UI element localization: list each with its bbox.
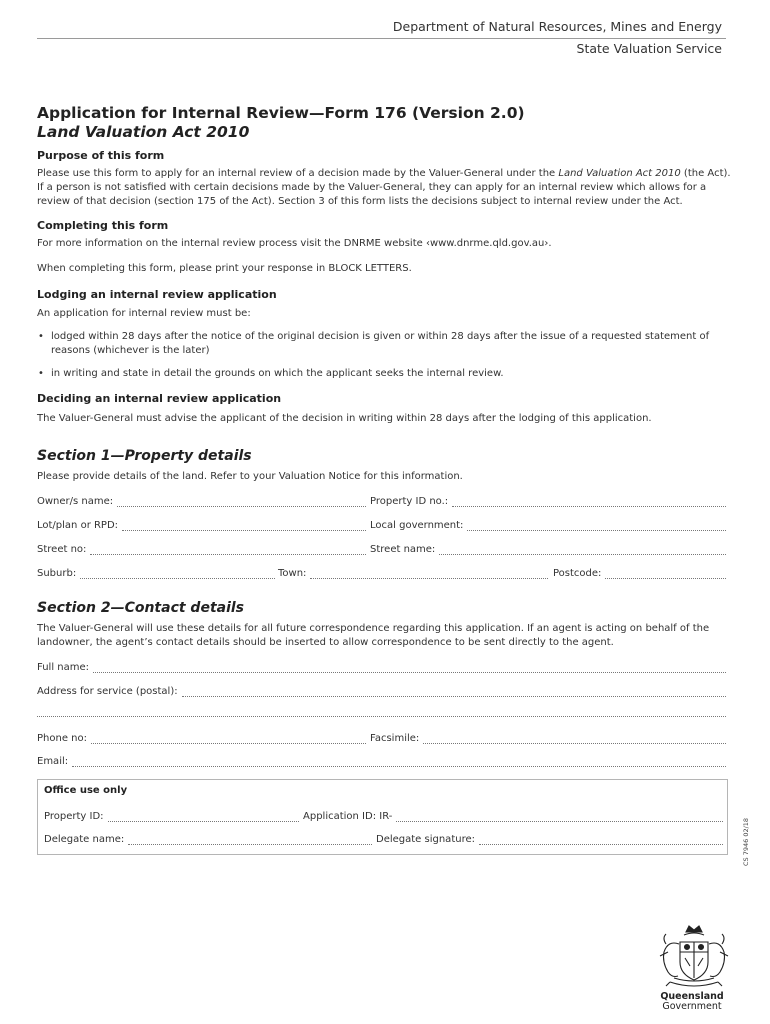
delegate-signature-label: Delegate signature: <box>376 834 475 845</box>
suburb-line[interactable] <box>80 569 275 579</box>
town-field[interactable] <box>278 565 548 579</box>
deciding-heading: Deciding an internal review application <box>37 392 282 405</box>
purpose-line3: review of that decision (section 175 of the Act). Section 3 of this form lists the decisions subject to internal review under the Act. <box>37 196 683 207</box>
office-property-id-field[interactable] <box>44 808 299 822</box>
town-line[interactable] <box>310 569 548 579</box>
section2-intro-line2: landowner, the agent’s contact details should be inserted to allow correspondence to be sent directly to the agent. <box>37 637 614 648</box>
section1-heading: Section 1—Property details <box>37 448 252 464</box>
section1-intro: Please provide details of the land. Refer to your Valuation Notice for this information. <box>37 471 463 482</box>
section2-heading: Section 2—Contact details <box>37 600 245 616</box>
delegate-name-label: Delegate name: <box>44 834 125 845</box>
lot-plan-field[interactable] <box>37 517 366 531</box>
street-no-label: Street no: <box>37 544 87 555</box>
lodging-heading: Lodging an internal review application <box>37 288 277 301</box>
office-use-heading: Office use only <box>44 785 128 796</box>
street-name-label: Street name: <box>370 544 436 555</box>
phone-label: Phone no: <box>37 733 87 744</box>
owner-name-label: Owner/s name: <box>37 496 114 507</box>
postcode-line[interactable] <box>605 569 726 579</box>
street-name-field[interactable] <box>370 541 726 555</box>
logo-queensland: Queensland <box>660 991 724 1002</box>
bullet-icon: • <box>38 368 44 379</box>
postcode-label: Postcode: <box>553 568 602 579</box>
lodging-bullet-1: • lodged within 28 days after the notice of the original decision is given or within 28 days after the issue of a requested statement of reasons (whichever is the later) <box>38 331 710 356</box>
facsimile-line[interactable] <box>423 734 726 744</box>
lot-plan-line[interactable] <box>122 521 366 531</box>
owner-name-field[interactable] <box>37 493 366 507</box>
suburb-label: Suburb: <box>37 568 77 579</box>
completing-text-2: When completing this form, please print your response in BLOCK LETTERS. <box>37 263 412 274</box>
postal-address-label: Address for service (postal): <box>37 686 178 697</box>
office-property-id-label: Property ID: <box>44 811 104 822</box>
purpose-line1b: (the Act). <box>680 168 731 179</box>
completing-text-1: For more information on the internal review process visit the DNRME website ‹www.dnrme.qld.gov.au›. <box>37 238 552 249</box>
form-code: CS 7946 02/18 <box>742 817 750 866</box>
suburb-field[interactable] <box>37 565 275 579</box>
full-name-line[interactable] <box>93 663 726 673</box>
delegate-signature-field[interactable] <box>376 831 723 845</box>
phone-field[interactable] <box>37 730 366 744</box>
application-id-line[interactable] <box>396 812 723 822</box>
bullet-icon: • <box>38 331 44 342</box>
email-field[interactable] <box>37 753 726 767</box>
form-title: Application for Internal Review—Form 176 (Version 2.0) <box>37 104 525 122</box>
email-line[interactable] <box>72 757 726 767</box>
section2-intro <box>37 622 737 650</box>
owner-name-line[interactable] <box>117 497 366 507</box>
street-no-field[interactable] <box>37 541 366 555</box>
full-name-label: Full name: <box>37 662 90 673</box>
deciding-text: The Valuer-General must advise the applicant of the decision in writing within 28 days after the lodging of this application. <box>37 413 652 424</box>
lodging-bullet-2: • in writing and state in detail the grounds on which the applicant seeks the internal review. <box>38 368 504 379</box>
form-subtitle: Land Valuation Act 2010 <box>37 123 250 141</box>
application-id-label: Application ID: IR- <box>303 811 393 822</box>
logo-government: Government <box>662 1001 722 1012</box>
email-label: Email: <box>37 756 69 767</box>
department-name: Department of Natural Resources, Mines and Energy <box>392 19 722 34</box>
completing-heading: Completing this form <box>37 219 169 232</box>
local-government-line[interactable] <box>467 521 726 531</box>
full-name-field[interactable] <box>37 659 726 673</box>
purpose-text <box>37 167 737 209</box>
property-id-label: Property ID no.: <box>370 496 449 507</box>
property-id-line[interactable] <box>452 497 726 507</box>
town-label: Town: <box>278 568 307 579</box>
postal-address-line[interactable] <box>182 687 726 697</box>
delegate-name-field[interactable] <box>44 831 372 845</box>
application-id-field[interactable] <box>303 808 723 822</box>
postal-address-line-2[interactable] <box>37 716 726 717</box>
office-property-id-line[interactable] <box>108 812 299 822</box>
purpose-line2: If a person is not satisfied with certain decisions made by the Valuer-General, they can apply for an internal review which allows for a <box>37 182 707 193</box>
property-id-field[interactable] <box>370 493 726 507</box>
purpose-act-name: Land Valuation Act 2010 <box>558 168 681 179</box>
facsimile-label: Facsimile: <box>370 733 420 744</box>
purpose-line1a: Please use this form to apply for an internal review of a decision made by the Valuer-General under the <box>37 168 559 179</box>
local-government-field[interactable] <box>370 517 726 531</box>
street-no-line[interactable] <box>90 545 366 555</box>
service-name: State Valuation Service <box>576 41 722 56</box>
lot-plan-label: Lot/plan or RPD: <box>37 520 119 531</box>
section2-intro-line1: The Valuer-General will use these details for all future correspondence regarding this application. If an agent is acting on behalf of the <box>37 623 710 634</box>
delegate-signature-line[interactable] <box>479 835 723 845</box>
purpose-heading: Purpose of this form <box>37 149 165 162</box>
local-government-label: Local government: <box>370 520 464 531</box>
postal-address-field[interactable] <box>37 683 726 697</box>
street-name-line[interactable] <box>439 545 726 555</box>
lodging-intro: An application for internal review must be: <box>37 308 251 319</box>
facsimile-field[interactable] <box>370 730 726 744</box>
delegate-name-line[interactable] <box>128 835 372 845</box>
header-divider <box>37 38 726 39</box>
postcode-field[interactable] <box>553 565 726 579</box>
phone-line[interactable] <box>91 734 366 744</box>
